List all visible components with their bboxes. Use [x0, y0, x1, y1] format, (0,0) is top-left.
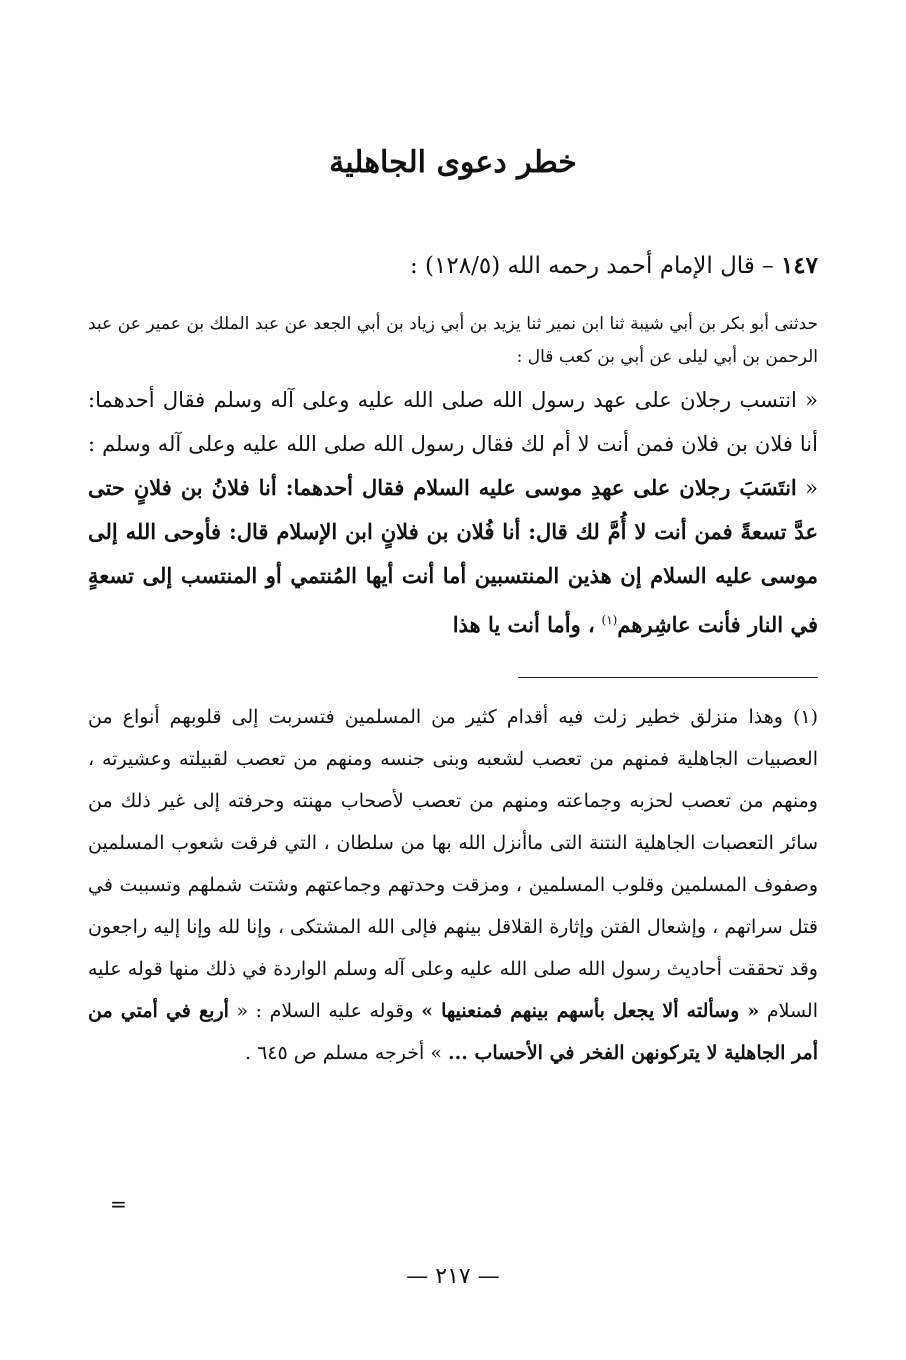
- footnote-reference: (١): [601, 613, 618, 627]
- hadith-intro: – قال الإمام أحمد رحمه الله (١٢٨/٥) :: [410, 253, 774, 279]
- hadith-heading: [88, 248, 818, 284]
- hadith-isnad: حدثنى أبو بكر بن أبي شيبة ثنا ابن نمير ثنا يزيد بن أبي زياد بن أبي الجعد عن عبد الملك بن عمير عن عبد الرحمن بن أبي ليلى عن أبي بن كعب قال :: [88, 314, 818, 367]
- page-number: — ٢١٧ —: [406, 1264, 500, 1289]
- footnote-text-3: » أخرجه مسلم ص ٦٤٥ .: [244, 1042, 442, 1064]
- footnote-quote-1: « وسألته ألا يجعل بأسهم بينهم فمنعنيها »: [421, 1000, 760, 1022]
- footnote-text-2: وقوله عليه السلام : «: [236, 1000, 414, 1022]
- footnote-marker: (١): [792, 706, 818, 728]
- hadith-matn: [88, 378, 818, 647]
- matn-plain: « انتسب رجلان على عهد رسول الله صلى الله عليه وعلى آله وسلم فقال أحدهما: أنا فلان بن فلان فمن أنت لا أم لك فقال رسول الله صلى الله عليه وعلى آله وسلم : «: [88, 388, 818, 500]
- matn-bold-2: ، وأما أنت يا هذا: [452, 612, 595, 637]
- hadith-number: ١٤٧: [780, 252, 818, 279]
- footnote-divider: [518, 677, 818, 678]
- matn-bold-1: انتَسَبَ رجلان على عهدِ موسى عليه السلام فقال أحدهما: أنا فلانُ بن فلانٍ حتى عدَّ تسعةً فمن أنت لا أُمَّ لك قال: أنا فُلان بن فلانٍ ابن الإسلام قال: فأوحى الله إلى موسى عليه السلام إن هذين المنتسبين أما أنت أيها المُنتمي أو المنتسب إلى تسعةٍ في النار فأنت عاشِرهم: [88, 475, 818, 637]
- footnote: [88, 696, 818, 1074]
- footnote-text-1: وهذا منزلق خطير زلت فيه أقدام كثير من المسلمين فتسربت إلى قلوبهم أنواع من العصبيات الجاهلية فمنهم من تعصب لشعبه وبنى جنسه ومنهم من تعصب لقبيلته وعشيرته ، ومنهم من تعصب لحزبه وجماعته ومنهم من تعصب لأصحاب مهنته وحرفته إلى غير ذلك من سائر التعصبات الجاهلية النتنة التى ماأنزل الله بها من سلطان ، التي فرقت شعوب المسلمين وصفوف المسلمين وقلوب المسلمين ، ومزقت وحدتهم وجماعتهم وشتت شملهم وتسببت في قتل سراتهم ، وإشعال الفتن وإثارة القلاقل بينهم فإلى الله المشتكى ، وإنا لله وإنا إليه راجعون وقد تحققت أحاديث رسول الله صلى الله عليه وعلى آله وسلم الواردة في ذلك منها قوله عليه السلام: [88, 706, 818, 1022]
- footnote-quote-2: أربع في أمتي من أمر الجاهلية لا يتركونهن الفخر في الأحساب ...: [88, 1000, 818, 1064]
- continuation-mark: =: [110, 1192, 127, 1216]
- chapter-title: خطر دعوى الجاهلية: [329, 145, 577, 180]
